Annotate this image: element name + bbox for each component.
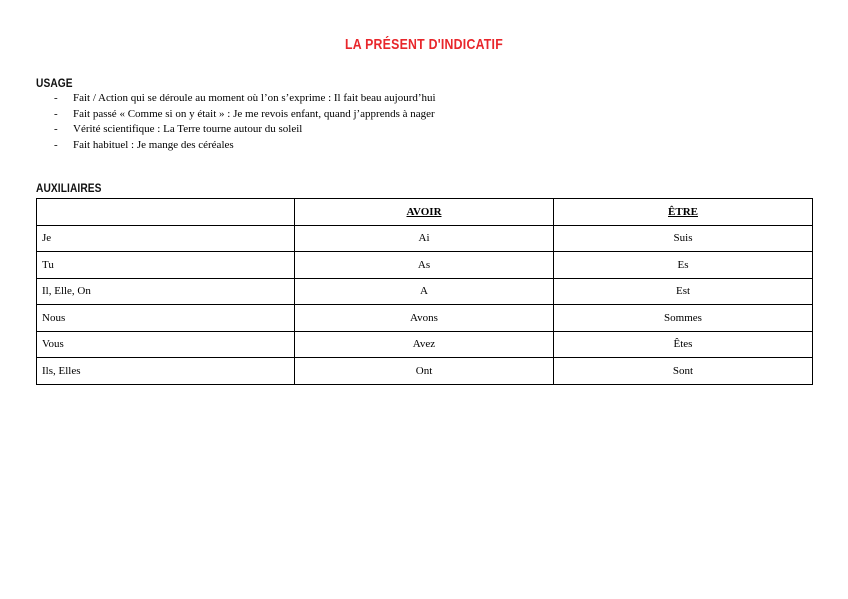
header-cell-avoir: AVOIR [295, 199, 554, 226]
pronoun-cell: Vous [37, 331, 295, 358]
pronoun-cell: Ils, Elles [37, 358, 295, 385]
table-row [37, 331, 813, 358]
pronoun-cell: Tu [37, 252, 295, 279]
usage-item-text: Vérité scientifique : La Terre tourne autour du soleil [73, 123, 303, 135]
usage-heading: USAGE [36, 76, 73, 90]
header-cell-etre: ÊTRE [554, 199, 813, 226]
avoir-cell: Avez [295, 331, 554, 358]
auxiliaries-table [36, 198, 813, 385]
table-row [37, 358, 813, 385]
table-row [37, 278, 813, 305]
avoir-cell: As [295, 252, 554, 279]
list-item [54, 138, 436, 154]
table-row [37, 252, 813, 279]
header-cell-empty [37, 199, 295, 226]
usage-item-text: Fait / Action qui se déroule au moment où l’on s’exprime : Il fait beau aujourd’hui [73, 92, 436, 104]
bullet-dash: - [54, 107, 58, 120]
table-row [37, 225, 813, 252]
etre-cell: Est [554, 278, 813, 305]
avoir-cell: A [295, 278, 554, 305]
etre-cell: Suis [554, 225, 813, 252]
pronoun-cell: Je [37, 225, 295, 252]
bullet-dash: - [54, 123, 58, 135]
auxiliaries-heading: AUXILIAIRES [36, 181, 102, 195]
bullet-dash: - [54, 92, 58, 104]
avoir-cell: Avons [295, 305, 554, 332]
list-item [54, 107, 436, 123]
avoir-cell: Ont [295, 358, 554, 385]
usage-item-text: Fait habituel : Je mange des céréales [73, 138, 234, 151]
etre-cell: Sommes [554, 305, 813, 332]
etre-cell: Es [554, 252, 813, 279]
table-header-row [37, 199, 813, 226]
table-row [37, 305, 813, 332]
etre-cell: Êtes [554, 331, 813, 358]
pronoun-cell: Nous [37, 305, 295, 332]
usage-list [54, 91, 436, 153]
avoir-cell: Ai [295, 225, 554, 252]
list-item [54, 122, 436, 138]
list-item [54, 91, 436, 107]
page-title: LA PRÉSENT D'INDICATIF [344, 36, 503, 53]
usage-item-text: Fait passé « Comme si on y était » : Je me revois enfant, quand j’apprends à nager [73, 107, 435, 120]
bullet-dash: - [54, 138, 58, 151]
etre-cell: Sont [554, 358, 813, 385]
pronoun-cell: Il, Elle, On [37, 278, 295, 305]
